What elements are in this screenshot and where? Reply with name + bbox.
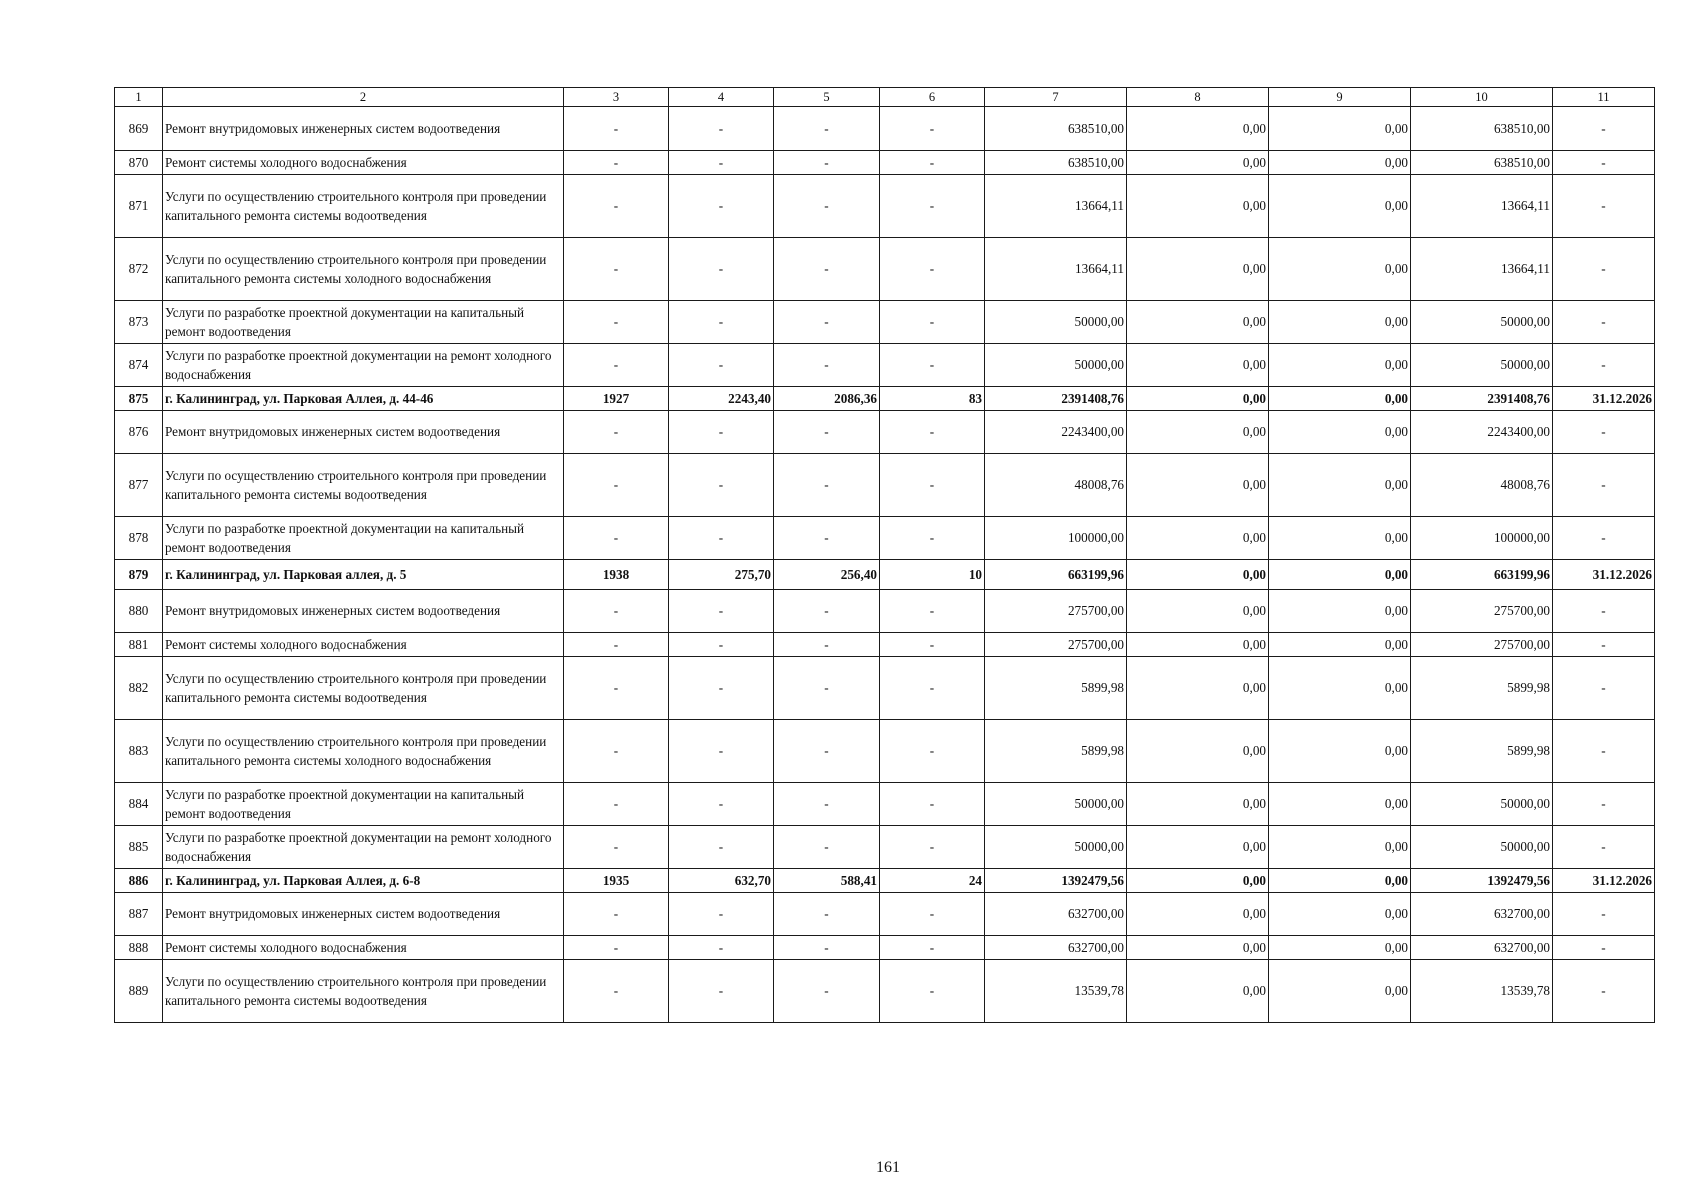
residential-area-cell: - [774, 517, 880, 560]
cost-column-8-cell: 0,00 [1127, 560, 1269, 590]
column-header: 5 [774, 88, 880, 107]
row-number-cell: 885 [115, 826, 163, 869]
cost-column-8-cell: 0,00 [1127, 657, 1269, 720]
cost-column-9-cell: 0,00 [1269, 869, 1411, 893]
cost-column-10-cell: 663199,96 [1411, 560, 1553, 590]
residents-count-cell: - [880, 960, 985, 1023]
year-commissioned-cell: - [564, 826, 669, 869]
residents-count-cell: - [880, 517, 985, 560]
total-cost-cell: 48008,76 [985, 454, 1127, 517]
page-number: 161 [876, 1159, 900, 1176]
total-cost-cell: 2391408,76 [985, 387, 1127, 411]
work-description-cell: Услуги по разработке проектной документации на капитальный ремонт водоотведения [163, 301, 564, 344]
table-row [115, 387, 1655, 411]
table-row [115, 936, 1655, 960]
total-area-cell: - [669, 590, 774, 633]
row-number-cell: 872 [115, 238, 163, 301]
residential-area-cell: - [774, 151, 880, 175]
residents-count-cell: - [880, 783, 985, 826]
work-description-cell: Услуги по осуществлению строительного контроля при проведении капитального ремонта системы холодного водоснабжения [163, 238, 564, 301]
total-area-cell: - [669, 517, 774, 560]
cost-column-8-cell: 0,00 [1127, 893, 1269, 936]
residential-area-cell: 2086,36 [774, 387, 880, 411]
cost-column-9-cell: 0,00 [1269, 387, 1411, 411]
cost-column-9-cell: 0,00 [1269, 151, 1411, 175]
cost-column-8-cell: 0,00 [1127, 151, 1269, 175]
row-number-cell: 871 [115, 175, 163, 238]
cost-column-9-cell: 0,00 [1269, 590, 1411, 633]
cost-column-9-cell: 0,00 [1269, 633, 1411, 657]
cost-column-8-cell: 0,00 [1127, 826, 1269, 869]
work-description-cell: Ремонт системы холодного водоснабжения [163, 151, 564, 175]
residential-area-cell: - [774, 175, 880, 238]
row-number-cell: 881 [115, 633, 163, 657]
year-commissioned-cell: 1927 [564, 387, 669, 411]
table-row [115, 869, 1655, 893]
total-cost-cell: 2243400,00 [985, 411, 1127, 454]
cost-column-8-cell: 0,00 [1127, 517, 1269, 560]
column-header: 2 [163, 88, 564, 107]
row-number-cell: 876 [115, 411, 163, 454]
table-row [115, 590, 1655, 633]
row-number-cell: 889 [115, 960, 163, 1023]
work-description-cell: Услуги по разработке проектной документации на ремонт холодного водоснабжения [163, 826, 564, 869]
total-area-cell: - [669, 893, 774, 936]
completion-date-cell: - [1553, 936, 1655, 960]
cost-column-10-cell: 632700,00 [1411, 936, 1553, 960]
work-description-cell: г. Калининград, ул. Парковая аллея, д. 5 [163, 560, 564, 590]
row-number-cell: 877 [115, 454, 163, 517]
work-description-cell: Услуги по осуществлению строительного контроля при проведении капитального ремонта системы водоотведения [163, 175, 564, 238]
total-area-cell: - [669, 454, 774, 517]
row-number-cell: 878 [115, 517, 163, 560]
total-area-cell: - [669, 151, 774, 175]
total-area-cell: - [669, 411, 774, 454]
work-description-cell: Услуги по осуществлению строительного контроля при проведении капитального ремонта системы водоотведения [163, 657, 564, 720]
table-row [115, 517, 1655, 560]
cost-column-9-cell: 0,00 [1269, 720, 1411, 783]
total-cost-cell: 638510,00 [985, 107, 1127, 151]
cost-column-10-cell: 632700,00 [1411, 893, 1553, 936]
cost-column-8-cell: 0,00 [1127, 411, 1269, 454]
residential-area-cell: - [774, 411, 880, 454]
total-cost-cell: 100000,00 [985, 517, 1127, 560]
year-commissioned-cell: - [564, 657, 669, 720]
residential-area-cell: - [774, 936, 880, 960]
work-description-cell: Услуги по осуществлению строительного контроля при проведении капитального ремонта системы водоотведения [163, 454, 564, 517]
cost-column-9-cell: 0,00 [1269, 301, 1411, 344]
row-number-cell: 879 [115, 560, 163, 590]
completion-date-cell: - [1553, 151, 1655, 175]
completion-date-cell: 31.12.2026 [1553, 387, 1655, 411]
table-row [115, 893, 1655, 936]
work-description-cell: Ремонт внутридомовых инженерных систем водоотведения [163, 107, 564, 151]
completion-date-cell: - [1553, 826, 1655, 869]
table-row [115, 151, 1655, 175]
total-cost-cell: 50000,00 [985, 301, 1127, 344]
cost-column-8-cell: 0,00 [1127, 590, 1269, 633]
total-cost-cell: 50000,00 [985, 783, 1127, 826]
year-commissioned-cell: - [564, 633, 669, 657]
completion-date-cell: - [1553, 454, 1655, 517]
row-number-cell: 873 [115, 301, 163, 344]
total-area-cell: - [669, 238, 774, 301]
residents-count-cell: - [880, 936, 985, 960]
year-commissioned-cell: 1935 [564, 869, 669, 893]
year-commissioned-cell: - [564, 238, 669, 301]
residential-area-cell: - [774, 657, 880, 720]
completion-date-cell: - [1553, 783, 1655, 826]
cost-column-10-cell: 50000,00 [1411, 344, 1553, 387]
total-area-cell: 2243,40 [669, 387, 774, 411]
year-commissioned-cell: 1938 [564, 560, 669, 590]
cost-column-9-cell: 0,00 [1269, 238, 1411, 301]
year-commissioned-cell: - [564, 720, 669, 783]
work-description-cell: Услуги по осуществлению строительного контроля при проведении капитального ремонта системы водоотведения [163, 960, 564, 1023]
residents-count-cell: - [880, 175, 985, 238]
table-row [115, 560, 1655, 590]
cost-column-10-cell: 13664,11 [1411, 238, 1553, 301]
column-header: 4 [669, 88, 774, 107]
year-commissioned-cell: - [564, 783, 669, 826]
residential-area-cell: - [774, 238, 880, 301]
completion-date-cell: - [1553, 590, 1655, 633]
residential-area-cell: - [774, 301, 880, 344]
cost-column-10-cell: 13539,78 [1411, 960, 1553, 1023]
total-area-cell: - [669, 960, 774, 1023]
residents-count-cell: - [880, 301, 985, 344]
cost-column-9-cell: 0,00 [1269, 893, 1411, 936]
total-cost-cell: 13664,11 [985, 238, 1127, 301]
total-cost-cell: 13664,11 [985, 175, 1127, 238]
cost-column-8-cell: 0,00 [1127, 869, 1269, 893]
table-row [115, 344, 1655, 387]
total-area-cell: - [669, 175, 774, 238]
cost-column-9-cell: 0,00 [1269, 411, 1411, 454]
cost-column-10-cell: 50000,00 [1411, 826, 1553, 869]
total-cost-cell: 632700,00 [985, 893, 1127, 936]
year-commissioned-cell: - [564, 893, 669, 936]
row-number-cell: 888 [115, 936, 163, 960]
work-description-cell: Ремонт внутридомовых инженерных систем водоотведения [163, 893, 564, 936]
table-row [115, 175, 1655, 238]
total-cost-cell: 663199,96 [985, 560, 1127, 590]
cost-column-9-cell: 0,00 [1269, 936, 1411, 960]
total-area-cell: - [669, 107, 774, 151]
cost-column-10-cell: 2391408,76 [1411, 387, 1553, 411]
cost-column-8-cell: 0,00 [1127, 960, 1269, 1023]
row-number-cell: 870 [115, 151, 163, 175]
cost-column-8-cell: 0,00 [1127, 175, 1269, 238]
row-number-cell: 884 [115, 783, 163, 826]
year-commissioned-cell: - [564, 344, 669, 387]
column-header: 11 [1553, 88, 1655, 107]
cost-column-9-cell: 0,00 [1269, 960, 1411, 1023]
cost-column-10-cell: 638510,00 [1411, 107, 1553, 151]
cost-column-8-cell: 0,00 [1127, 454, 1269, 517]
year-commissioned-cell: - [564, 301, 669, 344]
total-cost-cell: 13539,78 [985, 960, 1127, 1023]
cost-column-10-cell: 13664,11 [1411, 175, 1553, 238]
cost-column-8-cell: 0,00 [1127, 720, 1269, 783]
residential-area-cell: 256,40 [774, 560, 880, 590]
residential-area-cell: - [774, 893, 880, 936]
residential-area-cell: - [774, 633, 880, 657]
completion-date-cell: - [1553, 344, 1655, 387]
completion-date-cell: 31.12.2026 [1553, 869, 1655, 893]
row-number-cell: 887 [115, 893, 163, 936]
work-description-cell: Ремонт системы холодного водоснабжения [163, 633, 564, 657]
cost-column-10-cell: 2243400,00 [1411, 411, 1553, 454]
residents-count-cell: - [880, 893, 985, 936]
total-cost-cell: 632700,00 [985, 936, 1127, 960]
completion-date-cell: - [1553, 720, 1655, 783]
residential-area-cell: - [774, 344, 880, 387]
cost-column-8-cell: 0,00 [1127, 107, 1269, 151]
column-number-row [115, 88, 1655, 107]
residents-count-cell: - [880, 590, 985, 633]
residential-area-cell: 588,41 [774, 869, 880, 893]
residents-count-cell: 83 [880, 387, 985, 411]
total-cost-cell: 638510,00 [985, 151, 1127, 175]
year-commissioned-cell: - [564, 411, 669, 454]
cost-column-8-cell: 0,00 [1127, 387, 1269, 411]
cost-column-9-cell: 0,00 [1269, 826, 1411, 869]
total-cost-cell: 50000,00 [985, 344, 1127, 387]
year-commissioned-cell: - [564, 151, 669, 175]
table-row [115, 720, 1655, 783]
cost-column-9-cell: 0,00 [1269, 657, 1411, 720]
cost-column-10-cell: 275700,00 [1411, 590, 1553, 633]
total-cost-cell: 5899,98 [985, 657, 1127, 720]
year-commissioned-cell: - [564, 936, 669, 960]
cost-column-10-cell: 100000,00 [1411, 517, 1553, 560]
residents-count-cell: - [880, 826, 985, 869]
work-description-cell: г. Калининград, ул. Парковая Аллея, д. 44-46 [163, 387, 564, 411]
total-cost-cell: 1392479,56 [985, 869, 1127, 893]
completion-date-cell: - [1553, 657, 1655, 720]
completion-date-cell: 31.12.2026 [1553, 560, 1655, 590]
cost-column-10-cell: 1392479,56 [1411, 869, 1553, 893]
work-description-cell: Услуги по разработке проектной документации на ремонт холодного водоснабжения [163, 344, 564, 387]
residents-count-cell: - [880, 411, 985, 454]
residents-count-cell: - [880, 454, 985, 517]
residents-count-cell: - [880, 657, 985, 720]
cost-column-9-cell: 0,00 [1269, 344, 1411, 387]
residents-count-cell: - [880, 720, 985, 783]
row-number-cell: 875 [115, 387, 163, 411]
completion-date-cell: - [1553, 893, 1655, 936]
cost-column-10-cell: 275700,00 [1411, 633, 1553, 657]
cost-column-9-cell: 0,00 [1269, 517, 1411, 560]
column-header: 3 [564, 88, 669, 107]
completion-date-cell: - [1553, 107, 1655, 151]
year-commissioned-cell: - [564, 517, 669, 560]
total-area-cell: 632,70 [669, 869, 774, 893]
cost-column-9-cell: 0,00 [1269, 560, 1411, 590]
completion-date-cell: - [1553, 411, 1655, 454]
work-description-cell: Услуги по осуществлению строительного контроля при проведении капитального ремонта системы холодного водоснабжения [163, 720, 564, 783]
column-header: 9 [1269, 88, 1411, 107]
work-description-cell: Ремонт системы холодного водоснабжения [163, 936, 564, 960]
cost-column-10-cell: 5899,98 [1411, 657, 1553, 720]
table-row [115, 960, 1655, 1023]
year-commissioned-cell: - [564, 454, 669, 517]
row-number-cell: 883 [115, 720, 163, 783]
total-cost-cell: 50000,00 [985, 826, 1127, 869]
column-header: 1 [115, 88, 163, 107]
table-row [115, 783, 1655, 826]
completion-date-cell: - [1553, 960, 1655, 1023]
work-description-cell: г. Калининград, ул. Парковая Аллея, д. 6-8 [163, 869, 564, 893]
column-header: 10 [1411, 88, 1553, 107]
row-number-cell: 869 [115, 107, 163, 151]
row-number-cell: 882 [115, 657, 163, 720]
completion-date-cell: - [1553, 175, 1655, 238]
work-description-cell: Ремонт внутридомовых инженерных систем водоотведения [163, 411, 564, 454]
residents-count-cell: - [880, 238, 985, 301]
total-area-cell: - [669, 657, 774, 720]
table-row [115, 657, 1655, 720]
table-row [115, 454, 1655, 517]
work-description-cell: Услуги по разработке проектной документации на капитальный ремонт водоотведения [163, 517, 564, 560]
residents-count-cell: - [880, 107, 985, 151]
work-description-cell: Услуги по разработке проектной документации на капитальный ремонт водоотведения [163, 783, 564, 826]
cost-column-10-cell: 48008,76 [1411, 454, 1553, 517]
cost-column-8-cell: 0,00 [1127, 783, 1269, 826]
column-header: 6 [880, 88, 985, 107]
total-cost-cell: 275700,00 [985, 590, 1127, 633]
residential-area-cell: - [774, 107, 880, 151]
work-description-cell: Ремонт внутридомовых инженерных систем водоотведения [163, 590, 564, 633]
year-commissioned-cell: - [564, 175, 669, 238]
total-area-cell: - [669, 826, 774, 869]
completion-date-cell: - [1553, 633, 1655, 657]
total-cost-cell: 5899,98 [985, 720, 1127, 783]
residential-area-cell: - [774, 590, 880, 633]
total-area-cell: - [669, 301, 774, 344]
row-number-cell: 880 [115, 590, 163, 633]
table-row [115, 107, 1655, 151]
cost-column-9-cell: 0,00 [1269, 107, 1411, 151]
total-area-cell: - [669, 344, 774, 387]
cost-column-10-cell: 5899,98 [1411, 720, 1553, 783]
residents-count-cell: - [880, 151, 985, 175]
row-number-cell: 886 [115, 869, 163, 893]
residents-count-cell: - [880, 633, 985, 657]
cost-column-10-cell: 50000,00 [1411, 301, 1553, 344]
year-commissioned-cell: - [564, 960, 669, 1023]
column-header: 7 [985, 88, 1127, 107]
cost-column-9-cell: 0,00 [1269, 454, 1411, 517]
table-row [115, 301, 1655, 344]
year-commissioned-cell: - [564, 590, 669, 633]
residents-count-cell: - [880, 344, 985, 387]
cost-column-9-cell: 0,00 [1269, 783, 1411, 826]
residents-count-cell: 24 [880, 869, 985, 893]
cost-column-8-cell: 0,00 [1127, 238, 1269, 301]
residential-area-cell: - [774, 783, 880, 826]
cost-column-8-cell: 0,00 [1127, 633, 1269, 657]
completion-date-cell: - [1553, 238, 1655, 301]
table-row [115, 238, 1655, 301]
table-row [115, 411, 1655, 454]
year-commissioned-cell: - [564, 107, 669, 151]
total-cost-cell: 275700,00 [985, 633, 1127, 657]
total-area-cell: - [669, 720, 774, 783]
completion-date-cell: - [1553, 301, 1655, 344]
program-table [114, 87, 1655, 1023]
table-body [115, 107, 1655, 1023]
residential-area-cell: - [774, 454, 880, 517]
cost-column-8-cell: 0,00 [1127, 936, 1269, 960]
cost-column-8-cell: 0,00 [1127, 344, 1269, 387]
total-area-cell: - [669, 633, 774, 657]
total-area-cell: - [669, 936, 774, 960]
completion-date-cell: - [1553, 517, 1655, 560]
table-row [115, 633, 1655, 657]
total-area-cell: 275,70 [669, 560, 774, 590]
residential-area-cell: - [774, 960, 880, 1023]
row-number-cell: 874 [115, 344, 163, 387]
table-row [115, 826, 1655, 869]
residential-area-cell: - [774, 826, 880, 869]
cost-column-9-cell: 0,00 [1269, 175, 1411, 238]
total-area-cell: - [669, 783, 774, 826]
cost-column-10-cell: 638510,00 [1411, 151, 1553, 175]
cost-column-8-cell: 0,00 [1127, 301, 1269, 344]
cost-column-10-cell: 50000,00 [1411, 783, 1553, 826]
column-header: 8 [1127, 88, 1269, 107]
residents-count-cell: 10 [880, 560, 985, 590]
residential-area-cell: - [774, 720, 880, 783]
